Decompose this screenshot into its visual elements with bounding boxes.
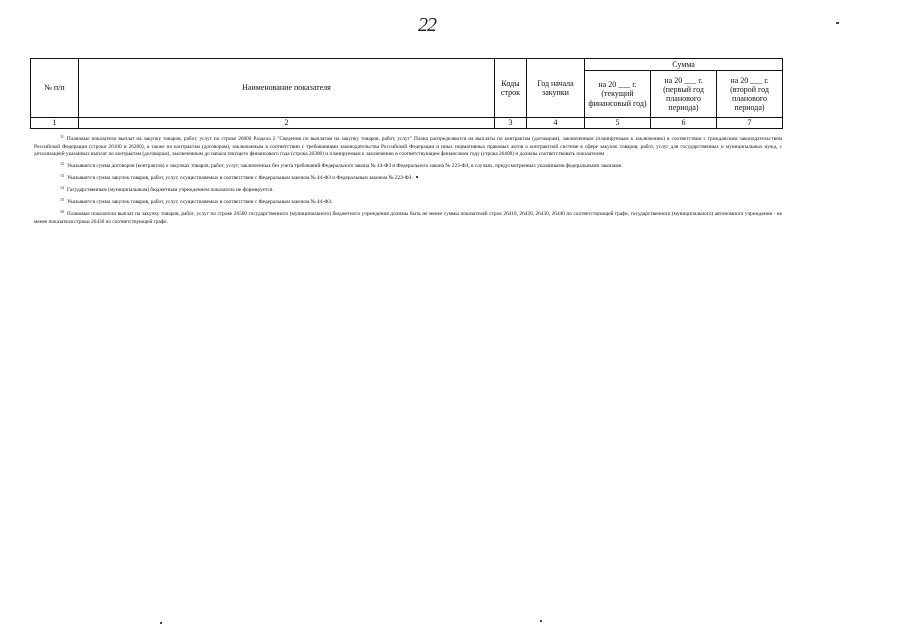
- scan-speck: [160, 622, 162, 624]
- header-line-codes: Коды строк: [495, 59, 527, 118]
- footnote: [34, 208, 782, 226]
- footnote: [34, 184, 782, 195]
- column-number-cell: 4: [527, 118, 585, 129]
- footnotes: [34, 133, 782, 228]
- column-number-cell: 6: [651, 118, 717, 129]
- scan-speck: [540, 620, 542, 622]
- header-purchase-start-year: Год начала закупки: [527, 59, 585, 118]
- purchase-payments-table: [30, 58, 783, 129]
- footnote-text: Указывается сумма закупок товаров, работ, услуг, осуществляемых в соответствии с Федеральным законом № 44-ФЗ и Федеральным законом № 223-ФЗ.: [67, 175, 413, 181]
- header-sum: Сумма: [585, 59, 783, 71]
- footnote-mark: 15: [60, 197, 64, 202]
- header-indicator-name: Наименование показателя: [79, 59, 495, 118]
- header-row-number: № п/п: [31, 59, 79, 118]
- header-sum-first-plan-year: на 20 ___ г. (первый год планового периода): [651, 71, 717, 118]
- column-number-cell: 5: [585, 118, 651, 129]
- column-number-cell: 7: [717, 118, 783, 129]
- footnote: [34, 133, 782, 159]
- page-number: 22: [418, 14, 436, 36]
- footnote-mark: 13: [60, 173, 64, 178]
- footnote-text: Указывается сумма договоров (контрактов) о закупках товаров, работ, услуг, заключенных без учета требований Федерального закона № 44-ФЗ и Федерального закона № 223-ФЗ, в случаях, предусмотренных указанными федеральными законами.: [67, 163, 623, 169]
- footnote-text: Плановые показатели выплат на закупку товаров, работ, услуг по строке 26000 Раздела 2 "Сведения по выплатам на закупку товаров, работ, услуг" Плана распределяются на выплаты по контрактам (договорам), заключенным (планируемым к заключению) в соответствии с гражданским законодательством Российской Федерации (строки 26100 и 26200), а также по контрактам (договорам), заключаемым в соответствии с требованиями законодательства Российской Федерации и иных нормативных правовых актов о контрактной системе в сфере закупок товаров, работ, услуг для государственных и муниципальных нужд, с детализацией указанных выплат по контрактам (договорам), заключенным до начала текущего финансового года (строка 26300) и планируемым к заключению в соответствующем финансовом году (строка 26400) и должны соответствовать показателям: [34, 136, 782, 157]
- column-number-cell: 2: [79, 118, 495, 129]
- footnote-mark: 16: [60, 209, 64, 214]
- column-number-cell: 1: [31, 118, 79, 129]
- scan-speck: [836, 22, 839, 24]
- column-number-cell: 3: [495, 118, 527, 129]
- footnote-text: Плановые показатели выплат на закупку товаров, работ, услуг по строке 26500 государственного (муниципального) бюджетного учреждения должны быть не менее суммы показателей строк 26410, 26420, 26430, 26440 по соответствующей графе, государственного (муниципального) автономного учреждения - не менее показателя строки 26430 по соответствующей графе.: [34, 211, 782, 225]
- footnote: [34, 196, 782, 207]
- footnote-mark: 14: [60, 185, 64, 190]
- header-sum-current-year: на 20 ___ г. (текущий финансовый год): [585, 71, 651, 118]
- footnote-text: Государственным (муниципальным) бюджетным учреждением показатель не формируется.: [67, 187, 274, 193]
- footnote: [34, 172, 782, 183]
- footnote-mark: 11: [60, 134, 64, 139]
- footnote: [34, 160, 782, 171]
- footnote-mark: 12: [60, 161, 64, 166]
- footnote-text: Указывается сумма закупок товаров, работ, услуг, осуществляемых в соответствии с Федеральным законом № 44-ФЗ.: [67, 199, 333, 205]
- header-sum-second-plan-year: на 20 ___ г. (второй год планового периода): [717, 71, 783, 118]
